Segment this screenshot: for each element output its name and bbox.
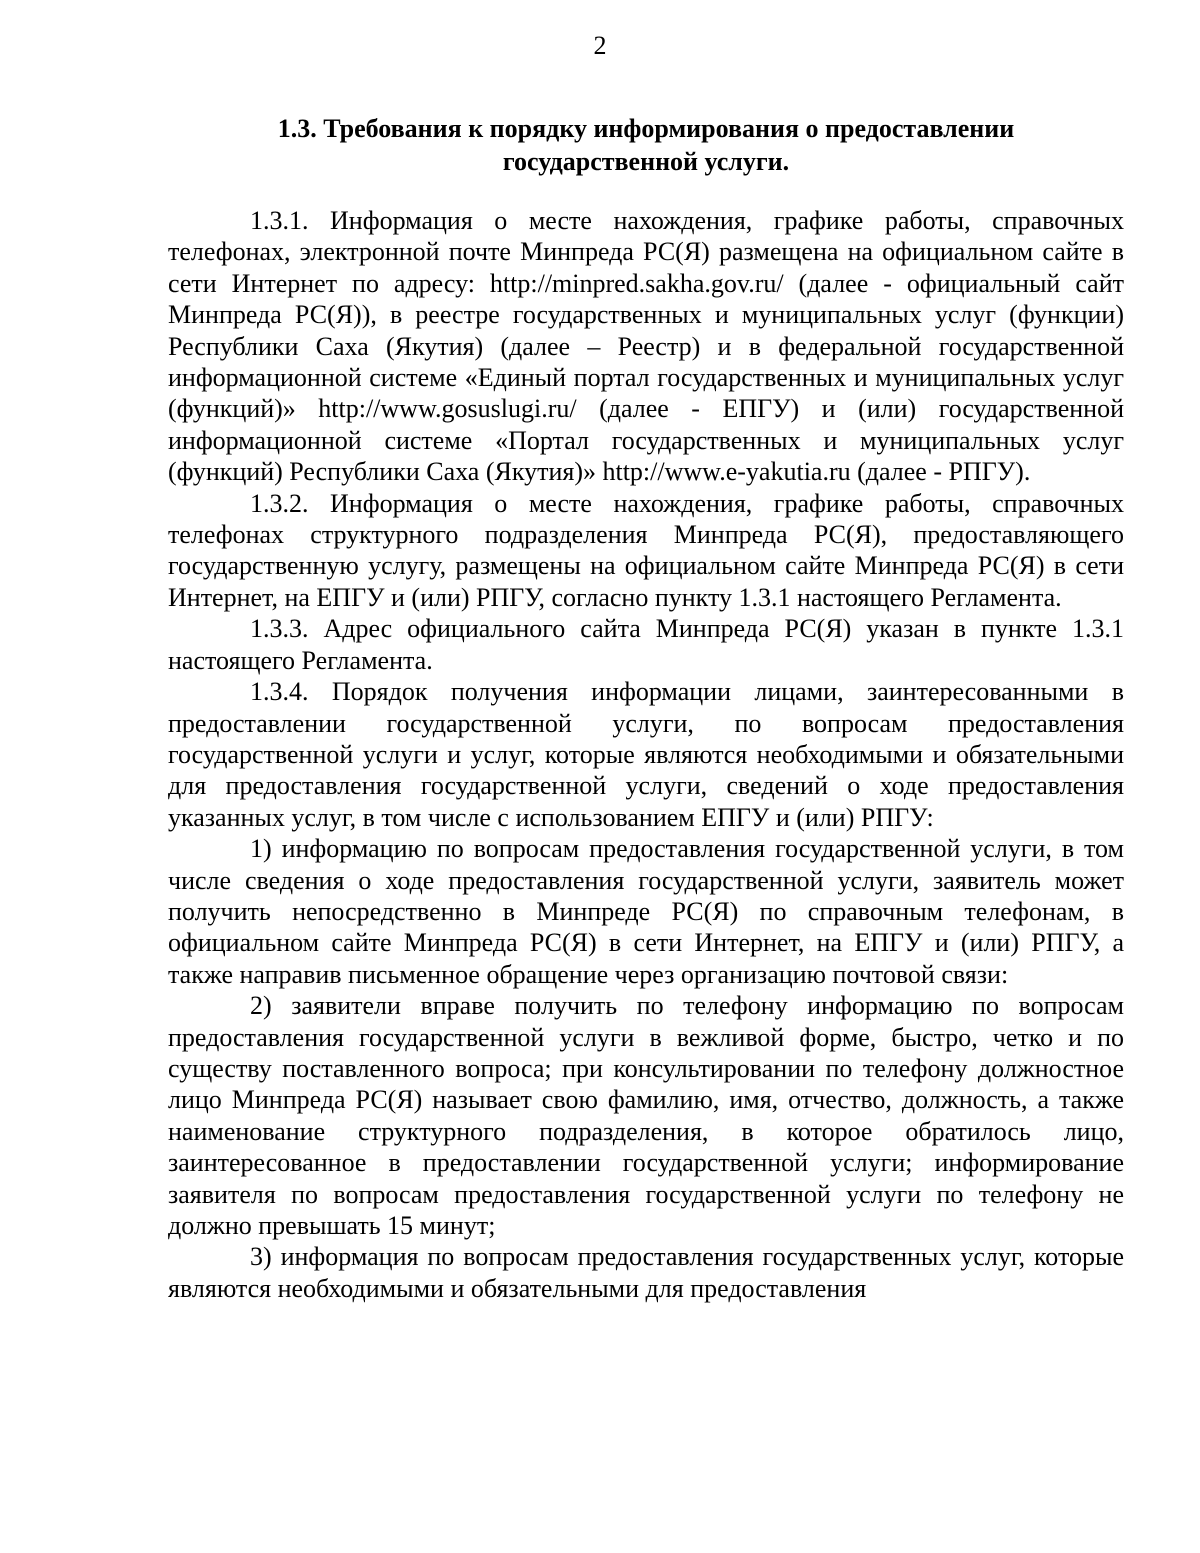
section-heading-line-1: 1.3. Требования к порядку информирования о предоставлении	[277, 114, 1015, 143]
list-item-2: 2) заявители вправе получить по телефону информацию по вопросам предоставления государственной услуги в вежливой форме, быстро, четко и по существу поставленного вопроса; при консультировании по телефону должностное лицо Минпреда РС(Я) называет свою фамилию, имя, отчество, должность, а также наименование структурного подразделения, в которое обратилось лицо, заинтересованное в предоставлении государственной услуги; информирование заявителя по вопросам предоставления государственной услуги по телефону не должно превышать 15 минут;	[168, 991, 1124, 1240]
paragraph-1-3-1: 1.3.1. Информация о месте нахождения, графике работы, справочных телефонах, электронной почте Минпреда РС(Я) размещена на официальном сайте в сети Интернет по адресу: http://minpred.sakha.gov.ru/ (далее - официальный сайт Минпреда РС(Я)), в реестре государственных и муниципальных услуг (функции) Республики Саха (Якутия) (далее – Реестр) и в федеральной государственной информационной системе «Единый портал государственных и муниципальных услуг (функций)» http://www.gosuslugi.ru/ (далее - ЕПГУ) и (или) государственной информационной системе «Портал государственных и муниципальных услуг (функций) Республики Саха (Якутия)» http://www.e-yakutia.ru (далее - РПГУ).	[168, 206, 1124, 487]
section-heading-line-2: государственной услуги.	[502, 147, 790, 176]
list-item-3: 3) информация по вопросам предоставления государственных услуг, которые являются необходимыми и обязательными для предоставления	[168, 1242, 1124, 1303]
paragraph-1-3-2: 1.3.2. Информация о месте нахождения, графике работы, справочных телефонах структурного подразделения Минпреда РС(Я), предоставляющего государственную услугу, размещены на официальном сайте Минпреда РС(Я) в сети Интернет, на ЕПГУ и (или) РПГУ, согласно пункту 1.3.1 настоящего Регламента.	[168, 488, 1124, 612]
page-number: 2	[593, 31, 607, 60]
paragraph-1-3-4: 1.3.4. Порядок получения информации лицами, заинтересованными в предоставлении государственной услуги, по вопросам предоставления государственной услуги и услуг, которые являются необходимыми и обязательными для предоставления государственной услуги, сведений о ходе предоставления указанных услуг, в том числе с использованием ЕПГУ и (или) РПГУ:	[168, 677, 1124, 832]
document-body	[168, 205, 1124, 1304]
section-heading	[168, 112, 1124, 178]
list-item-1: 1) информацию по вопросам предоставления государственной услуги, в том числе сведения о ходе предоставления государственной услуги, заявитель может получить непосредственно в Минпреде РС(Я) по справочным телефонам, в официальном сайте Минпреда РС(Я) в сети Интернет, на ЕПГУ и (или) РПГУ, а также направив письменное обращение через организацию почтовой связи:	[168, 834, 1124, 989]
paragraph-1-3-3: 1.3.3. Адрес официального сайта Минпреда РС(Я) указан в пункте 1.3.1 настоящего Регламента.	[168, 614, 1124, 675]
